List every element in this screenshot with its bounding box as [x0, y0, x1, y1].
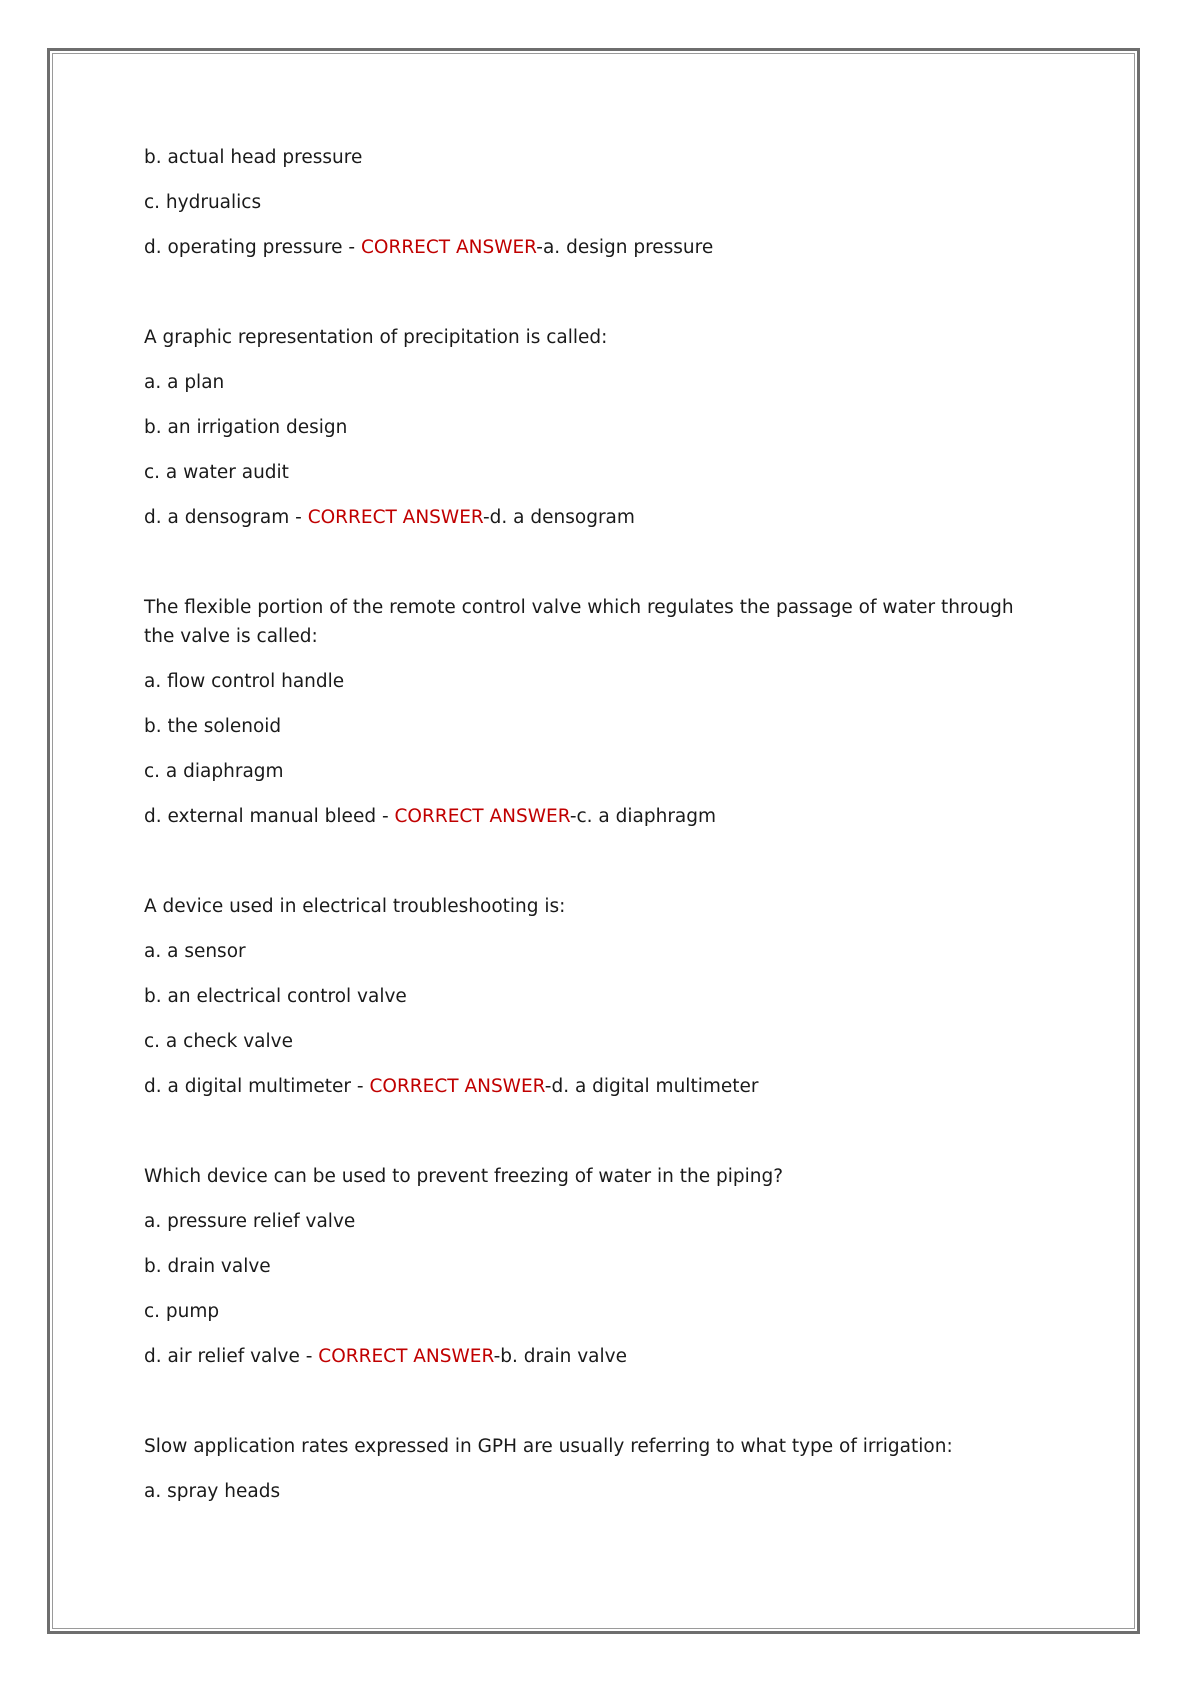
option-a: a. pressure relief valve — [144, 1211, 356, 1232]
question-block — [144, 593, 1044, 831]
question-block — [144, 892, 1044, 1101]
document-body — [144, 143, 1044, 1522]
option-a: a. a plan — [144, 372, 225, 393]
option-c: c. a check valve — [144, 1031, 293, 1052]
option-c: c. a diaphragm — [144, 761, 284, 782]
question-text: The flexible portion of the remote control valve which regulates the passage of water through the valve is called: — [144, 597, 1014, 647]
correct-answer-label: CORRECT ANSWER — [369, 1076, 545, 1097]
option-d-text: d. a digital multimeter - — [144, 1076, 370, 1097]
correct-answer-label: CORRECT ANSWER — [307, 507, 483, 528]
question-block — [144, 1432, 1044, 1506]
question-block — [144, 143, 1044, 262]
option-c: c. pump — [144, 1301, 220, 1322]
option-d-with-answer — [144, 1342, 1044, 1371]
question-text: A graphic representation of precipitation is called: — [144, 327, 608, 348]
question-block — [144, 323, 1044, 532]
option-a: a. flow control handle — [144, 671, 345, 692]
correct-answer-text: -a. design pressure — [536, 237, 714, 258]
correct-answer-label: CORRECT ANSWER — [318, 1346, 494, 1367]
question-block — [144, 1162, 1044, 1371]
question-text: A device used in electrical troubleshooting is: — [144, 896, 566, 917]
option-d-with-answer — [144, 503, 1044, 532]
option-d-with-answer — [144, 802, 1044, 831]
question-text: Which device can be used to prevent freezing of water in the piping? — [144, 1166, 784, 1187]
option-b: b. an irrigation design — [144, 417, 348, 438]
option-d-text: d. a densogram - — [144, 507, 308, 528]
option-b: b. an electrical control valve — [144, 986, 407, 1007]
option-c: c. a water audit — [144, 462, 289, 483]
question-text: Slow application rates expressed in GPH are usually referring to what type of irrigation: — [144, 1436, 953, 1457]
option-c: c. hydrualics — [144, 192, 262, 213]
correct-answer-text: -c. a diaphragm — [569, 806, 717, 827]
correct-answer-label: CORRECT ANSWER — [394, 806, 570, 827]
option-d-text: d. air relief valve - — [144, 1346, 319, 1367]
option-b: b. the solenoid — [144, 716, 282, 737]
option-b: b. drain valve — [144, 1256, 271, 1277]
correct-answer-text: -d. a digital multimeter — [544, 1076, 759, 1097]
correct-answer-label: CORRECT ANSWER — [360, 237, 537, 258]
option-b: b. actual head pressure — [144, 147, 363, 168]
option-d-text: d. operating pressure - — [144, 237, 361, 258]
option-d-with-answer — [144, 233, 1044, 262]
option-a: a. a sensor — [144, 941, 246, 962]
correct-answer-text: -b. drain valve — [493, 1346, 627, 1367]
option-d-text: d. external manual bleed - — [144, 806, 395, 827]
option-d-with-answer — [144, 1072, 1044, 1101]
option-a: a. spray heads — [144, 1481, 281, 1502]
correct-answer-text: -d. a densogram — [483, 507, 635, 528]
